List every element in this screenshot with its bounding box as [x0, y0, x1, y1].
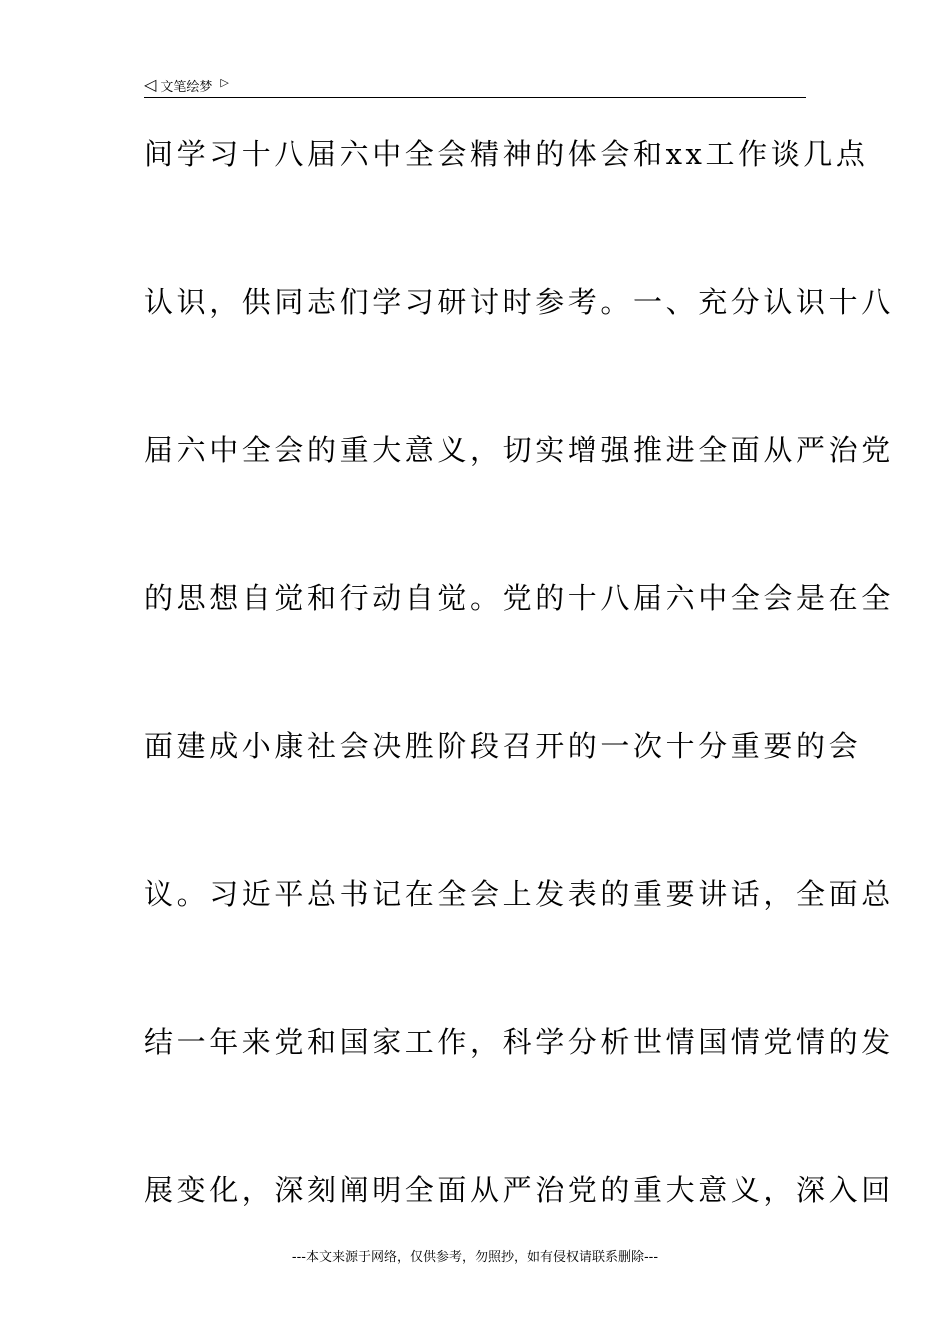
body-line-6: 议。习近平总书记在全会上发表的重要讲话，全面总	[144, 877, 894, 911]
body-line-1: 间学习十八届六中全会精神的体会和xx工作谈几点	[144, 137, 869, 171]
triangle-left-icon: ◁	[144, 75, 157, 94]
header-divider	[144, 97, 806, 98]
triangle-right-icon: ▷	[220, 75, 229, 89]
body-line-5: 面建成小康社会决胜阶段召开的一次十分重要的会	[144, 729, 862, 763]
body-text	[144, 128, 894, 1312]
body-line-2: 认识，供同志们学习研讨时参考。一、充分认识十八	[144, 285, 894, 319]
page-header	[144, 74, 806, 96]
body-line-7: 结一年来党和国家工作，科学分析世情国情党情的发	[144, 1025, 894, 1059]
header-title: 文笔绘梦	[160, 79, 213, 95]
body-line-3: 届六中全会的重大意义，切实增强推进全面从严治党	[144, 433, 894, 467]
body-line-8: 展变化，深刻阐明全面从严治党的重大意义，深入回	[144, 1173, 894, 1207]
page-footer: ---本文来源于网络，仅供参考，勿照抄，如有侵权请联系删除---	[291, 1250, 659, 1265]
body-line-4: 的思想自觉和行动自觉。党的十八届六中全会是在全	[144, 581, 894, 615]
